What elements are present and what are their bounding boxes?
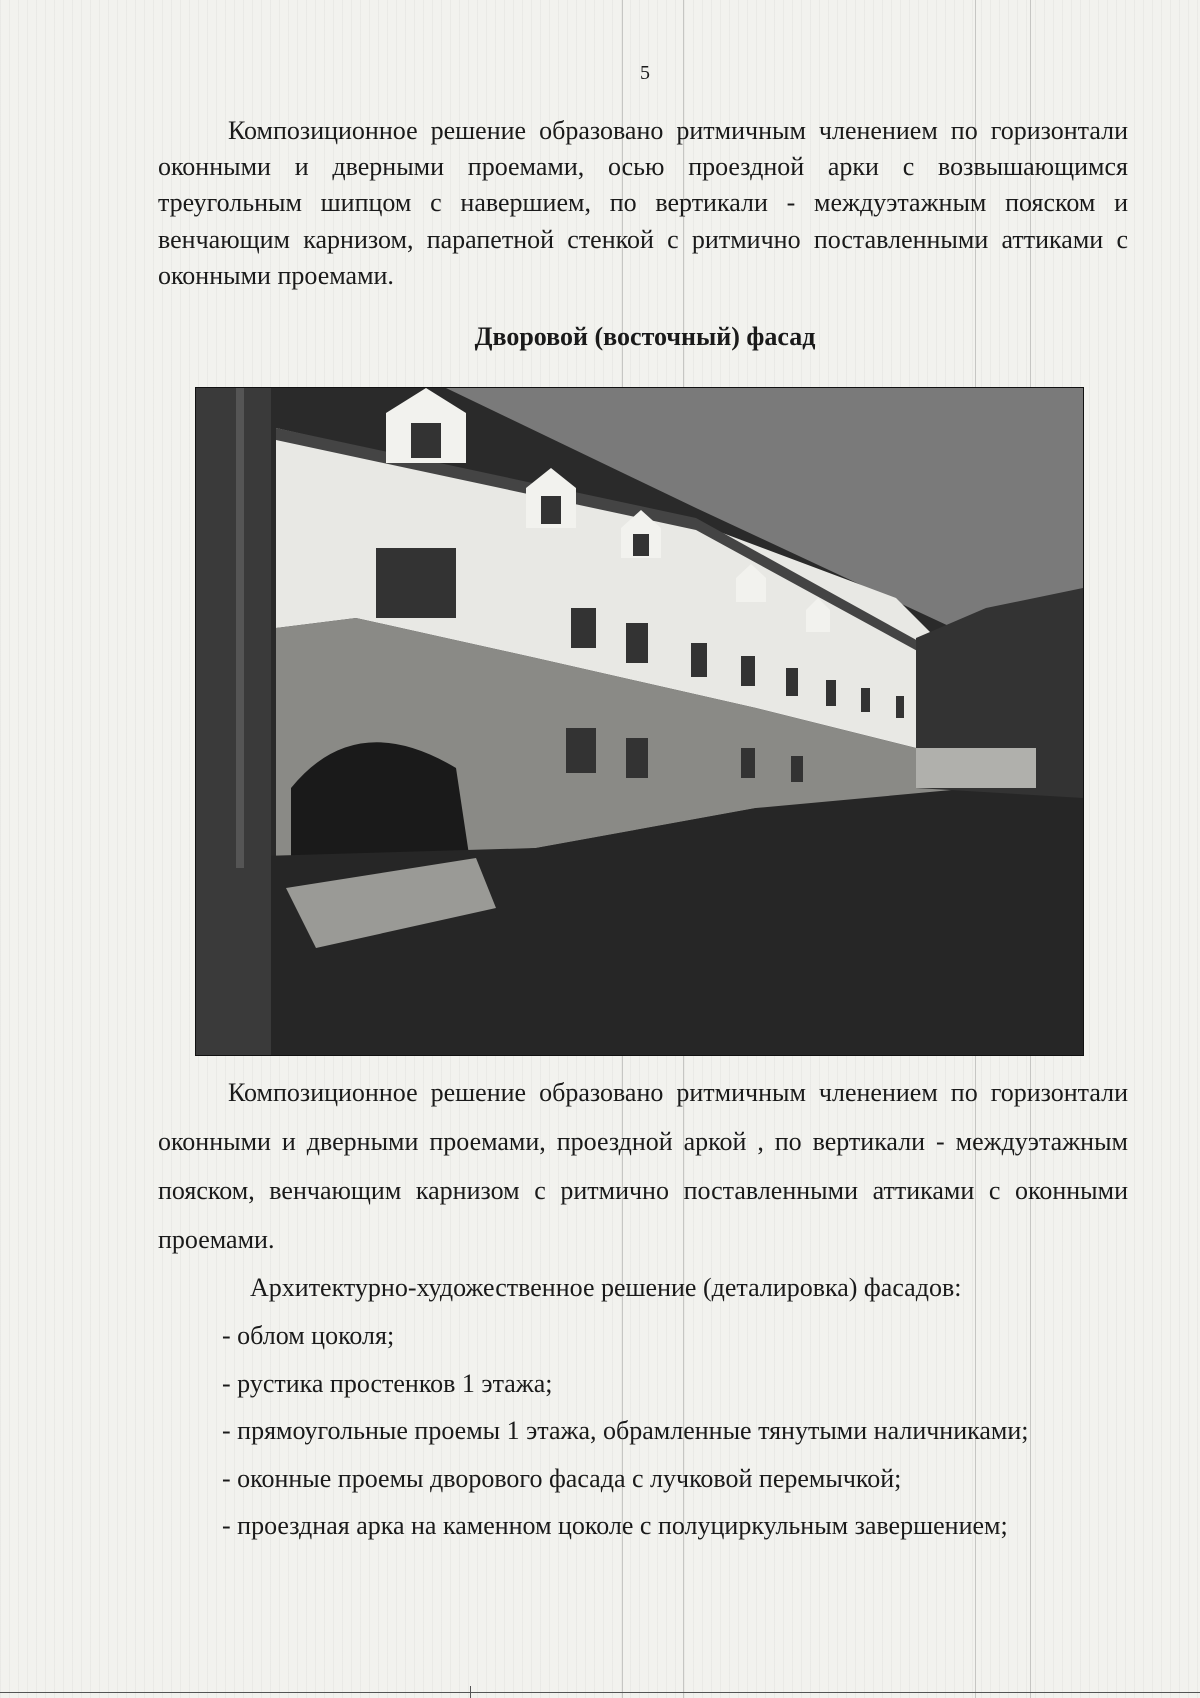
paragraph-text: Композиционное решение образовано ритмичным членением по горизонтали оконными и дверными проемами, осью проездной арки с возвышающимся треугольным шипцом с навершием, по вертикали - междуэтажным пояском и венчающим карнизом, парапетной стенкой с ритмично поставленными аттиками с оконными проемами. [158,116,1128,290]
paragraph-courtyard-facade [158,1068,1128,1264]
list-item: - проездная арка на каменном цоколе с полуциркульным завершением; [222,1511,1008,1540]
list-item: - рустика простенков 1 этажа; [222,1368,553,1398]
list-item: - оконные проемы дворового фасада с лучковой перемычкой; [222,1463,902,1493]
facade-photo [195,387,1084,1056]
details-list [222,1312,1029,1550]
paragraph-text: Композиционное решение образовано ритмичным членением по горизонтали оконными и дверными проемами, проездной аркой , по вертикали - междуэтажным пояском, венчающим карнизом с ритмично поставленными аттиками с оконными проемами. [158,1078,1128,1254]
list-item: - прямоугольные проемы 1 этажа, обрамленные тянутыми наличниками; [222,1416,1029,1445]
scan-edge-tick [470,1686,471,1698]
page-number: 5 [640,62,650,84]
scan-edge-line [0,1692,1200,1693]
section-heading: Дворовой (восточный) фасад [474,322,816,351]
paragraph-front-facade [158,113,1128,294]
details-intro: Архитектурно-художественное решение (деталировка) фасадов: [250,1273,962,1302]
list-item: - облом цоколя; [222,1321,395,1350]
